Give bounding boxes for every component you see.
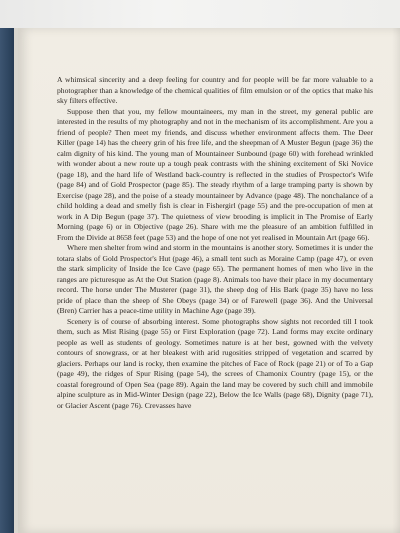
paragraph-4: Scenery is of course of absorbing interest. Some photographs show sights not recorded till I took them, such as Mist Rising (page 55) or First Exploration (page 72). Land forms may excite ordinary people as well as students of geology. Sometimes nature is at her best, gowned with the velvety contours of snowgrass, or at her bleakest with arid rugosities stripped of vegetation and scarred by glaciers. Perhaps our land is rocky, then examine the pitches of Face of Rock (page 21) or of To a Gap (page 49), the ridges of Spur Rising (page 54), the screes of Chamonix Country (page 15), or the coastal foreground of Open Sea (page 89). Again the land may be covered by such chill and immobile alpine sculpture as in Mid-Winter Design (page 22), Below the Ice Walls (page 68), Dignity (page 71), or Glacier Ascent (page 76). Crevasses have [57, 316, 373, 410]
page-body-text [57, 75, 373, 411]
page-edge-shadow [392, 28, 400, 533]
paragraph-2: Suppose then that you, my fellow mountaineers, my man in the street, my general public are interested in the results of my photography and not in the mechanism of its accomplishment. Are you a friend of people? Then meet my friends, and discuss whether environment affects them. The Deer Killer (page 14) has the cheery grin of his free life, and the sheepman of A Muster Begun (page 36) the calm dignity of his kind. The young man of Mountaineer Sunbound (page 60) with forehead wrinkled with wonder about a new route up a tough peak contrasts with the shining excitement of Ski Novice (page 18), and the hard life of Westland back-country is reflected in the studies of Prospector's Wife (page 84) and of Gold Prospector (page 85). The steady rhythm of a large tramping party is shown by Exercise (page 28), and the poise of a steady mountaineer by Advance (page 48). The nonchalance of a child holding a dead and smelly fish is clear in Fishergirl (page 55) and the pre-occupation of men at work in A Dip Begun (page 37). The quietness of view brooding is implicit in The Promise of Early Morning (page 6) or in Objective (page 26). Share with me the pleasure of an ambition fulfilled in From the Divide at 8658 feet (page 53) and the hope of one not yet realised in Mountain Art (page 66). [57, 106, 373, 242]
paragraph-3: Where men shelter from wind and storm in the mountains is another story. Sometimes it is under the totara slabs of Gold Prospector's Hut (page 46), a small tent such as Moraine Camp (page 47), or even the stark simplicity of Inside the Ice Cave (page 65). The permanent homes of men who live in the ranges are picturesque as At the Out Station (page 8). Animals too have their place in my documentary record. The horse under The Musterer (page 31), the sheep dog of His Bark (page 35) have no less pride of place than the sheep of She Obeys (page 34) or of Farewell (page 36). And the Universal (Bren) Carrier has a peace-time utility in Machine Age (page 39). [57, 243, 373, 315]
paragraph-1: A whimsical sincerity and a deep feeling for country and for people will be far more valuable to a photographer than a knowledge of the chemical qualities of film emulsion or of the optics that make his sky filters effective. [57, 75, 373, 105]
book-cover-spine [0, 28, 14, 533]
